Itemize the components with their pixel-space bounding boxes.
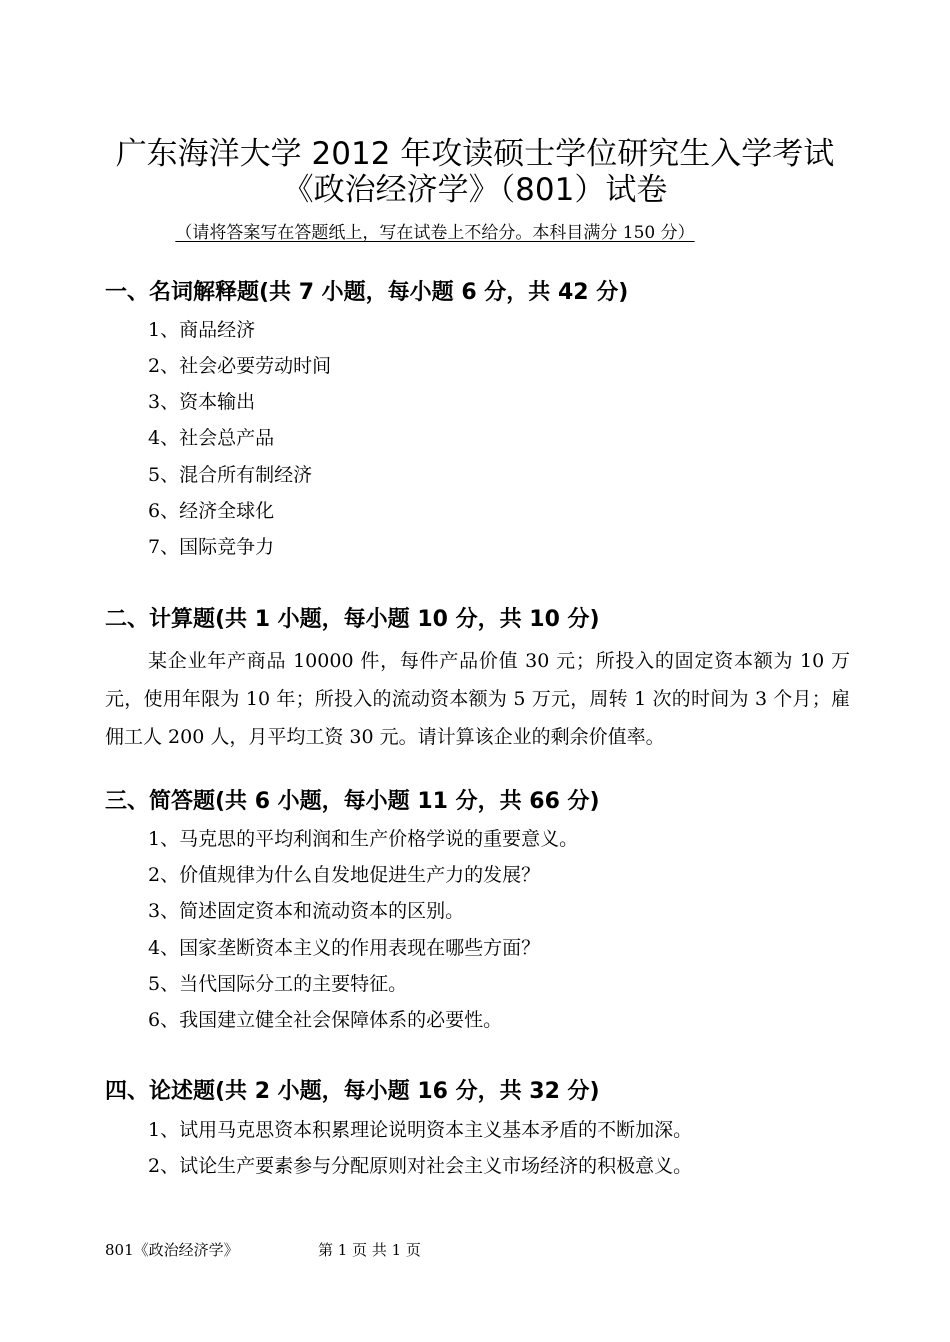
list-item: 7、国际竞争力 [148,536,275,558]
exam-title-line-2: 《政治经济学》（801）试卷 [282,172,668,208]
section-heading-definitions: 一、名词解释题(共 7 小题，每小题 6 分，共 42 分) [105,280,629,305]
list-item: 3、资本输出 [148,391,256,413]
list-item: 6、经济全球化 [148,500,275,522]
answer-instruction-note: （请将答案写在答题纸上，写在试卷上不给分。本科目满分 150 分） [175,223,695,243]
list-item: 5、当代国际分工的主要特征。 [148,973,408,995]
section-heading-essay: 四、论述题(共 2 小题，每小题 16 分，共 32 分) [105,1079,600,1104]
list-item: 5、混合所有制经济 [148,464,313,486]
list-item: 1、商品经济 [148,319,256,341]
list-item: 4、国家垄断资本主义的作用表现在哪些方面？ [148,937,541,959]
list-item: 2、价值规律为什么自发地促进生产力的发展？ [148,864,541,886]
list-item: 6、我国建立健全社会保障体系的必要性。 [148,1009,503,1031]
calculation-question-text: 某企业年产商品 10000 件，每件产品价值 30 元；所投入的固定资本额为 10 万元，使用年限为 10 年；所投入的流动资本额为 5 万元，周转 1 次的时间为 3 个月；雇佣工人 200 人，月平均工资 30 元。请计算该企业的剩余价值率。 [105,650,850,748]
list-item: 1、试用马克思资本积累理论说明资本主义基本矛盾的不断加深。 [148,1119,693,1141]
list-item: 2、社会必要劳动时间 [148,355,332,377]
section-heading-short-answer: 三、简答题(共 6 小题，每小题 11 分，共 66 分) [105,789,600,814]
list-item: 4、社会总产品 [148,427,275,449]
exam-title-line-1: 广东海洋大学 2012 年攻读硕士学位研究生入学考试 [115,136,835,172]
list-item: 1、马克思的平均利润和生产价格学说的重要意义。 [148,828,579,850]
footer-course-name: 801《政治经济学》 [105,1241,239,1259]
list-item: 2、试论生产要素参与分配原则对社会主义市场经济的积极意义。 [148,1155,693,1177]
footer-page-number: 第 1 页 共 1 页 [318,1241,421,1259]
section-heading-calculation: 二、计算题(共 1 小题，每小题 10 分，共 10 分) [105,607,600,632]
list-item: 3、简述固定资本和流动资本的区别。 [148,900,465,922]
